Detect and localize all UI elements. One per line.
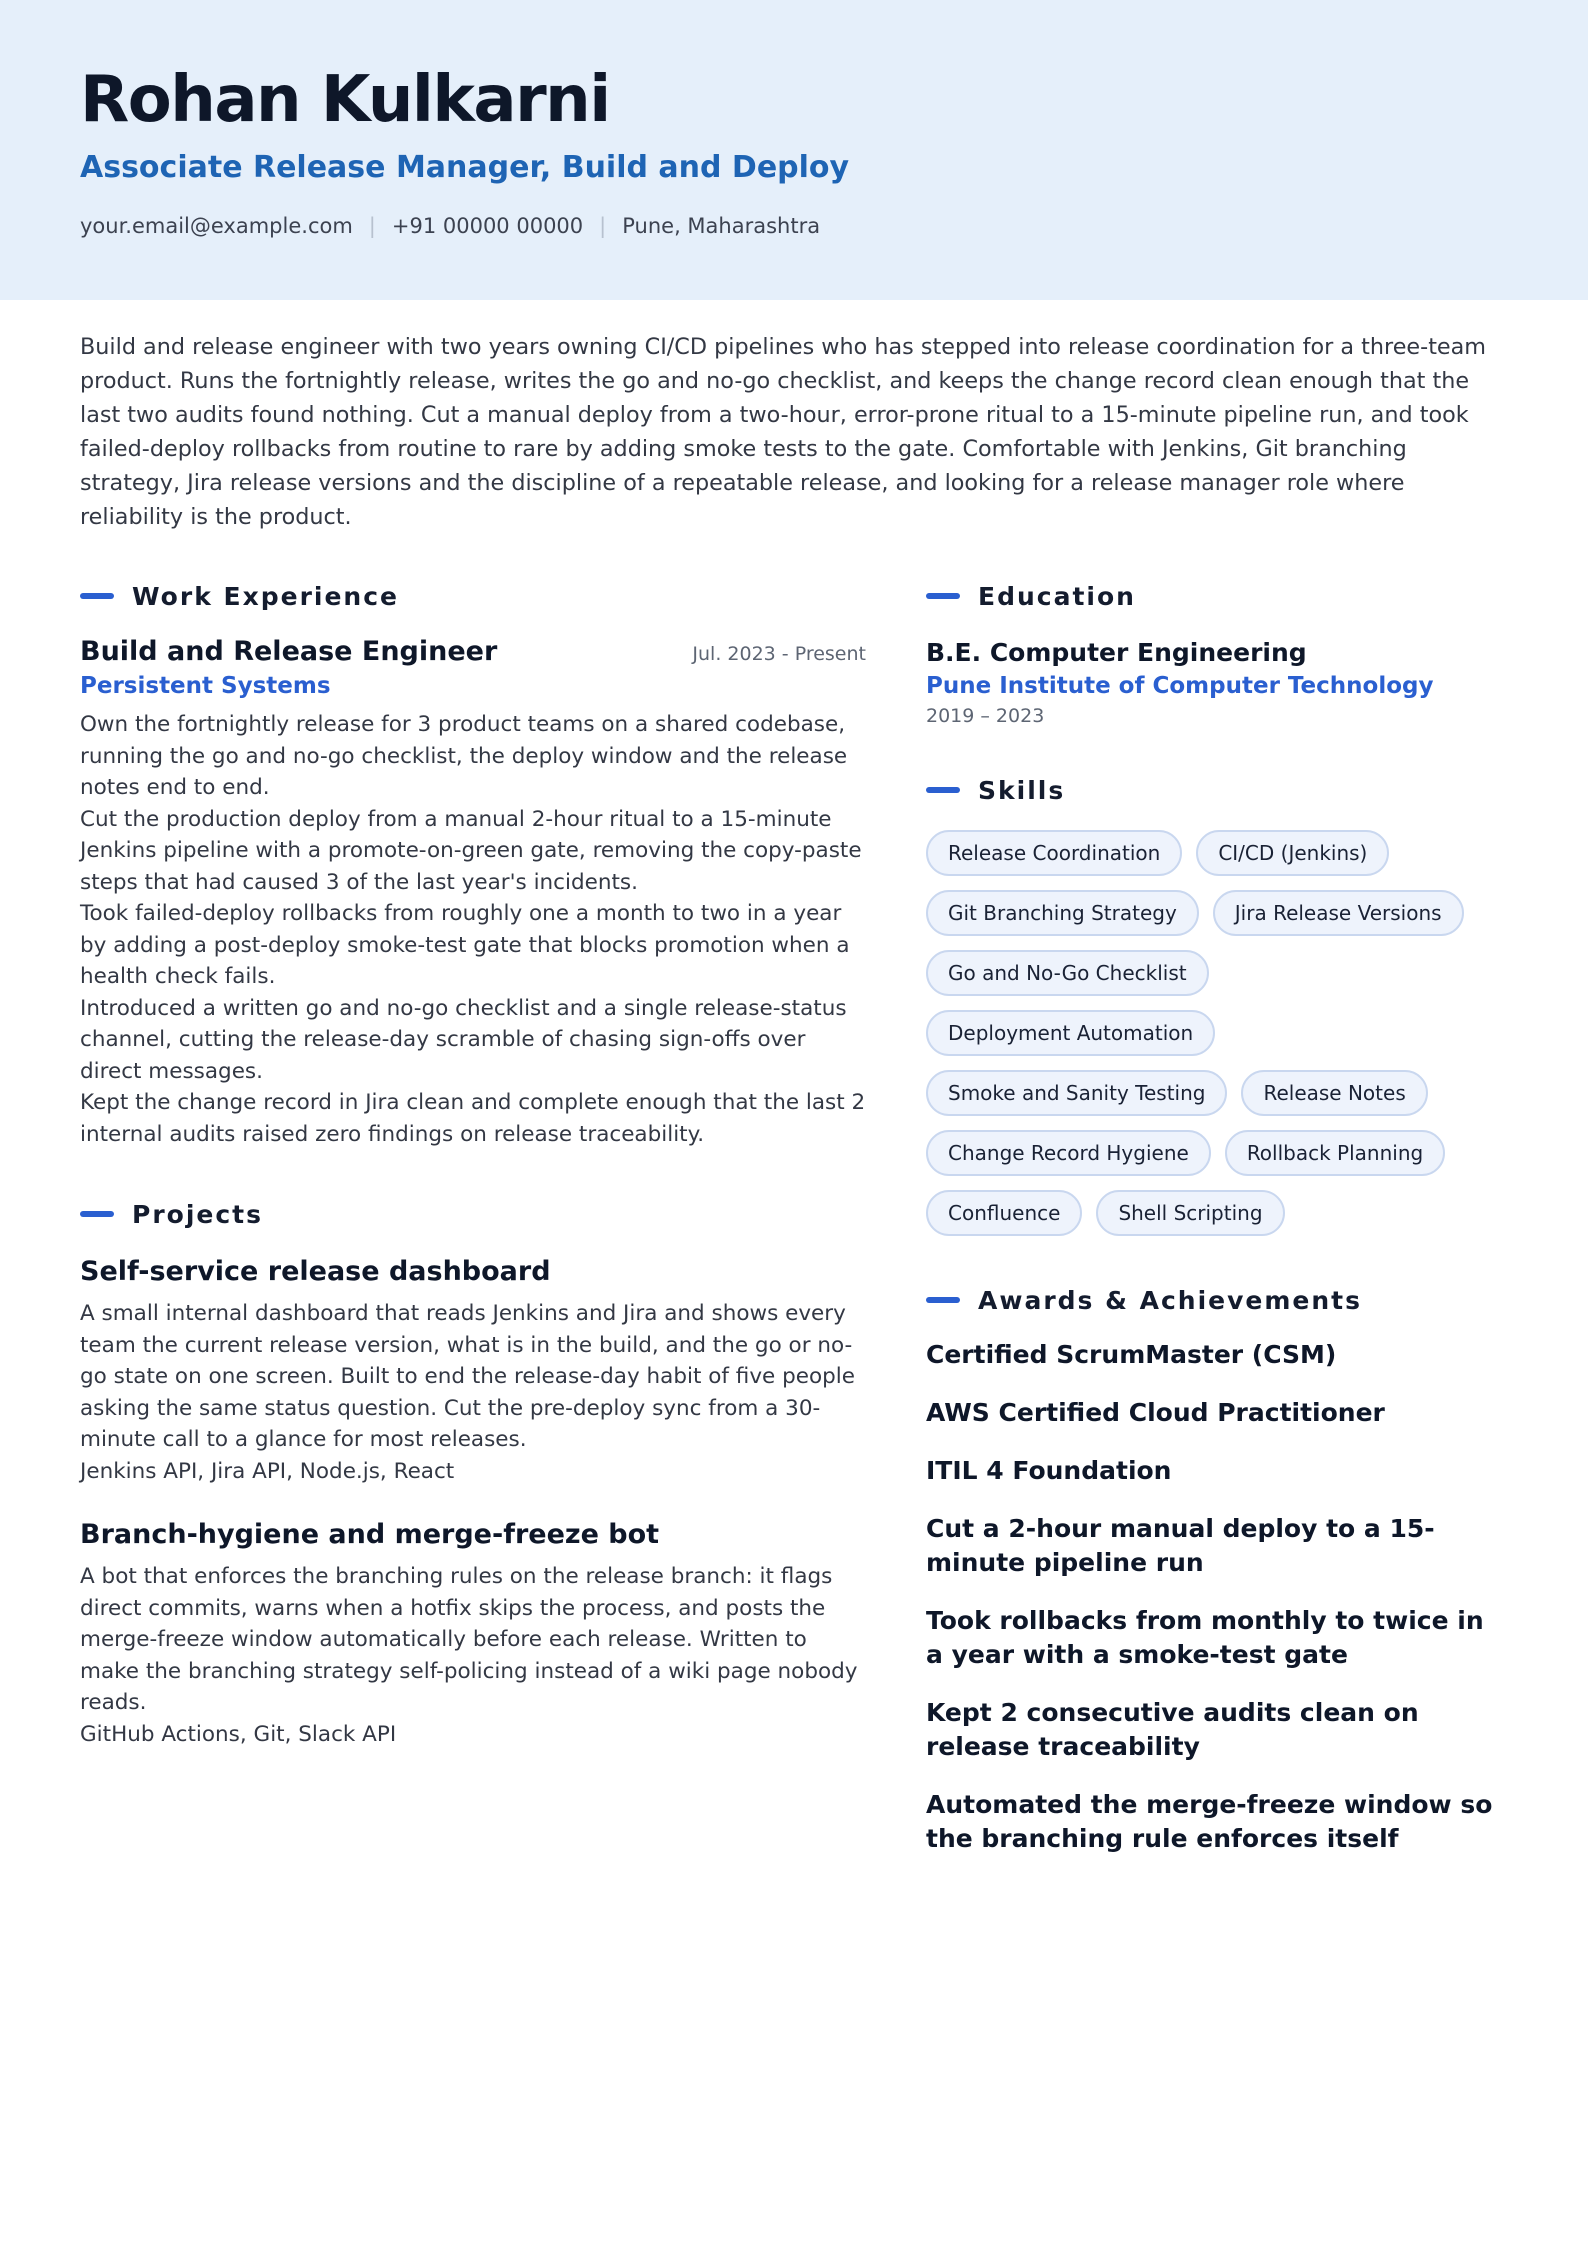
projects-section [80,1194,866,1750]
award-item: Kept 2 consecutive audits clean on release traceability [926,1698,1419,1761]
job-bullet: Introduced a written go and no-go checklist and a single release-status channel, cutting the release-day scramble of chasing sign-offs over direct messages. [80,995,847,1084]
award-item: Automated the merge-freeze window so the branching rule enforces itself [926,1790,1493,1853]
professional-summary: Build and release engineer with two years owning CI/CD pipelines who has stepped into release coordination for a three-team product. Runs the fortnightly release, writes the go and no-go checklist, and keeps the change record clean enough that the last two audits found nothing. Cut a manual deploy from a two-hour, error-prone ritual to a 15-minute pipeline run, and took failed-deploy rollbacks from routine to rare by adding smoke tests to the gate. Comfortable with Jenkins, Git branching strategy, Jira release versions and the discipline of a repeatable release, and looking for a release manager role where reliability is the product. [80,334,1487,530]
job-entry [80,636,866,1150]
skill-chip: Go and No-Go Checklist [926,950,1209,996]
skill-chip: Rollback Planning [1225,1130,1445,1176]
skill-chip: Change Record Hygiene [926,1130,1211,1176]
job-bullet: Cut the production deploy from a manual 2-hour ritual to a 15-minute Jenkins pipeline with a promote-on-green gate, removing the copy-paste steps that had caused 3 of the last year's incidents. [80,806,862,895]
education-school: Pune Institute of Computer Technology [926,673,1434,699]
job-bullet: Took failed-deploy rollbacks from roughly one a month to two in a year by adding a post-deploy smoke-test gate that blocks promotion when a health check fails. [80,901,850,989]
section-awards [926,1280,1508,1320]
award-item: Certified ScrumMaster (CSM) [926,1340,1337,1369]
left-column [80,576,866,1880]
skill-chip: Release Notes [1241,1070,1427,1116]
award-item: AWS Certified Cloud Practitioner [926,1398,1385,1427]
project-entry [80,1254,866,1487]
job-dates: Jul. 2023 - Present [692,643,866,665]
project-tech: Jenkins API, Jira API, Node.js, React [80,1458,455,1484]
candidate-name: Rohan Kulkarni [80,63,610,137]
project-entry [80,1517,866,1750]
skill-chip: CI/CD (Jenkins) [1196,830,1389,876]
section-title-text: Projects [132,1199,264,1229]
contact-phone[interactable]: +91 00000 00000 [391,214,584,238]
skill-chip: Confluence [926,1190,1082,1236]
section-accent-bar [80,1211,114,1217]
job-bullets [80,709,866,1150]
job-bullet: Own the fortnightly release for 3 product teams on a shared codebase, running the go and no-go checklist, the deploy window and the release notes end to end. [80,712,848,800]
award-item: ITIL 4 Foundation [926,1456,1172,1485]
job-header [80,636,866,667]
two-column-body [80,576,1508,1880]
section-projects [80,1194,866,1234]
contact-separator: | [368,214,376,238]
section-title-text: Awards & Achievements [978,1285,1363,1315]
job-bullet: Kept the change record in Jira clean and complete enough that the last 2 internal audits raised zero findings on release traceability. [80,1090,866,1147]
contact-line [80,214,1508,238]
skill-chip: Release Coordination [926,830,1182,876]
section-accent-bar [926,1297,960,1303]
project-description: A small internal dashboard that reads Jenkins and Jira and shows every team the current release version, what is in the build, and the go or no-go state on one screen. Built to end the release-day habit of five people asking the same status question. Cut the pre-deploy sync from a 30-minute call to a glance for most releases. [80,1301,855,1452]
right-column [926,576,1508,1880]
section-skills [926,770,1508,810]
candidate-role: Associate Release Manager, Build and Deploy [80,150,850,185]
project-title: Self-service release dashboard [80,1256,551,1287]
section-accent-bar [926,787,960,793]
project-title: Branch-hygiene and merge-freeze bot [80,1519,660,1550]
skill-chip: Deployment Automation [926,1010,1215,1056]
skill-chip: Git Branching Strategy [926,890,1199,936]
education-entry [926,636,1508,730]
skill-chip: Jira Release Versions [1213,890,1464,936]
skill-chips [926,830,1508,1236]
contact-separator: | [599,214,607,238]
job-title: Build and Release Engineer [80,636,498,667]
resume-header [0,0,1588,300]
section-title-text: Education [978,581,1136,611]
education-years: 2019 – 2023 [926,705,1045,727]
section-title-text: Work Experience [132,581,399,611]
project-tech: GitHub Actions, Git, Slack API [80,1721,397,1747]
section-accent-bar [80,593,114,599]
skills-section [926,770,1508,1236]
education-degree: B.E. Computer Engineering [926,638,1307,667]
contact-location: Pune, Maharashtra [622,214,821,238]
awards-list [926,1338,1508,1856]
skill-chip: Smoke and Sanity Testing [926,1070,1227,1116]
skill-chip: Shell Scripting [1096,1190,1284,1236]
section-accent-bar [926,593,960,599]
section-title-text: Skills [978,775,1066,805]
project-description: A bot that enforces the branching rules on the release branch: it flags direct commits, warns when a hotfix skips the process, and posts the merge-freeze window automatically before each release. Written to make the branching strategy self-policing instead of a wiki page nobody reads. [80,1564,858,1715]
award-item: Cut a 2-hour manual deploy to a 15-minute pipeline run [926,1514,1435,1577]
award-item: Took rollbacks from monthly to twice in a year with a smoke-test gate [926,1606,1484,1669]
job-company: Persistent Systems [80,673,331,699]
section-education [926,576,1508,616]
contact-email[interactable]: your.email@example.com [80,214,353,238]
awards-section [926,1280,1508,1856]
section-work-experience [80,576,866,616]
